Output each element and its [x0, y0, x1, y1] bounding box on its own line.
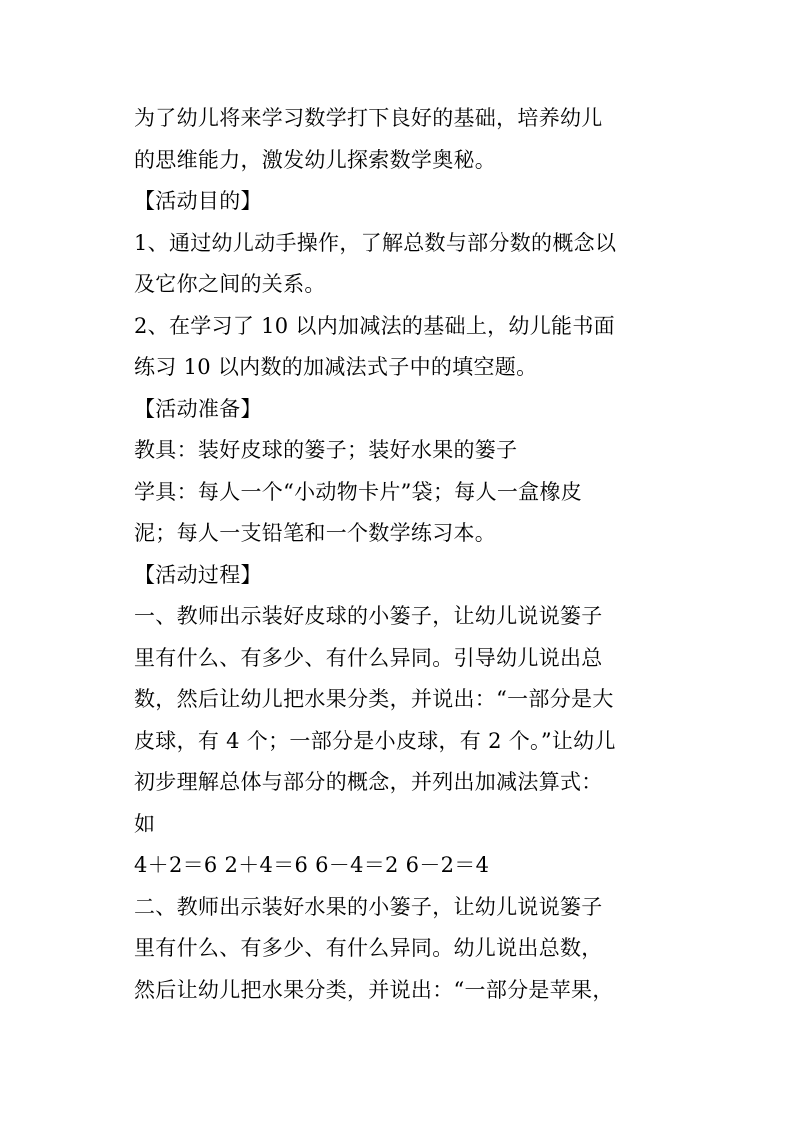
text-line: 数，然后让幼儿把水果分类，并说出：“一部分是大 — [134, 687, 614, 711]
text-line: 然后让幼儿把水果分类，并说出：“一部分是苹果， — [134, 977, 614, 1002]
text-line: 1、通过幼儿动手操作，了解总数与部分数的概念以 — [134, 230, 617, 255]
section-heading-process: 【活动过程】 — [134, 562, 262, 587]
text-line: 练习 10 以内数的加减法式子中的填空题。 — [134, 355, 538, 379]
text-line: 如 — [134, 811, 156, 836]
section-heading-preparation: 【活动准备】 — [134, 396, 262, 421]
text-line: 的思维能力，激发幼儿探索数学奥秘。 — [134, 147, 497, 172]
text-line: 为了幼儿将来学习数学打下良好的基础，培养幼儿 — [134, 106, 603, 130]
text-line: 学具：每人一个“小动物卡片”袋；每人一盒橡皮 — [134, 479, 583, 504]
text-line: 2、在学习了 10 以内加减法的基础上，幼儿能书面 — [134, 313, 615, 338]
equation-line: 4＋2＝6 2＋4＝6 6－4＝2 6－2＝4 — [134, 853, 490, 877]
text-line: 里有什么、有多少、有什么异同。引导幼儿说出总 — [134, 645, 603, 670]
text-line: 二、教师出示装好水果的小篓子，让幼儿说说篓子 — [134, 894, 603, 919]
text-line: 初步理解总体与部分的概念，并列出加减法算式： — [134, 770, 603, 794]
text-line: 皮球，有 4 个；一部分是小皮球，有 2 个。”让幼儿 — [134, 728, 616, 753]
text-line: 泥；每人一支铅笔和一个数学练习本。 — [134, 521, 497, 545]
text-line: 及它你之间的关系。 — [134, 272, 326, 296]
document-body — [134, 98, 674, 1011]
section-heading-goals: 【活动目的】 — [134, 189, 262, 213]
text-line: 一、教师出示装好皮球的小篓子，让幼儿说说篓子 — [134, 604, 603, 628]
text-line: 里有什么、有多少、有什么异同。幼儿说出总数， — [134, 936, 603, 960]
text-line: 教具：装好皮球的篓子；装好水果的篓子 — [134, 438, 518, 462]
